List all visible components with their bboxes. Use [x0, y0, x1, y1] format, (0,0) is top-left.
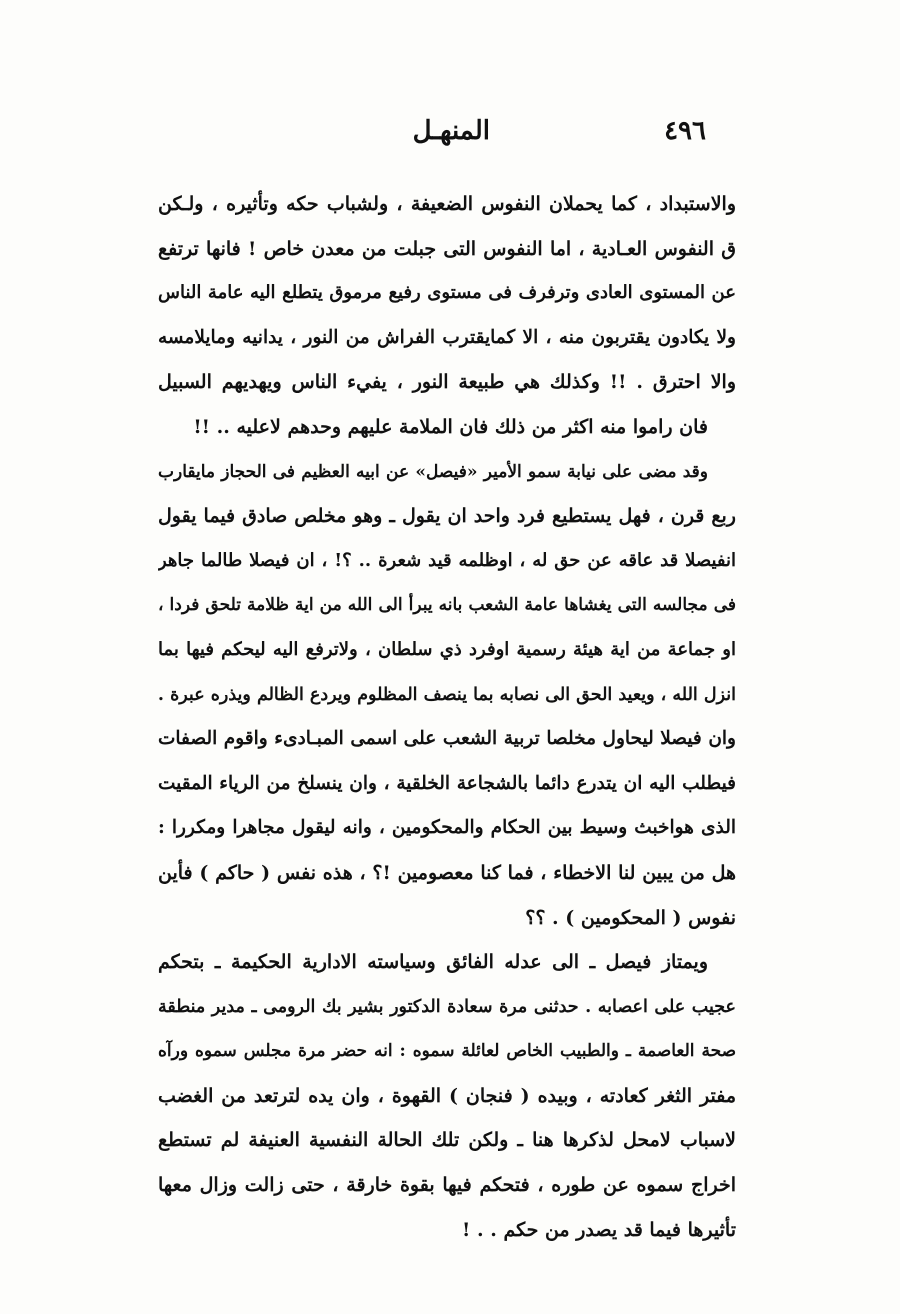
- text-line: عن المستوى العادى وترفرف فى مستوى رفيع مرموق يتطلع اليه عامة الناس: [158, 282, 736, 304]
- text-line: ولا يكادون يقتربون منه ، الا كمايقترب الفراش من النور ، يدانيه ومايلامسه: [158, 326, 736, 348]
- text-line: تأثيرها فيما قد يصدر من حكم . . !: [462, 1218, 736, 1241]
- text-line: او جماعة من اية هيئة رسمية اوفرد ذي سلطان ، ولاترفع اليه ليحكم فيها بما: [158, 638, 736, 660]
- text-line: انفيصلا قد عاقه عن حق له ، اوظلمه قيد شعرة .. ؟! ، ان فيصلا طالما جاهر: [158, 549, 736, 571]
- text-line: ربع قرن ، فهل يستطيع فرد واحد ان يقول ـ وهو مخلص صادق فيما يقول: [158, 505, 736, 528]
- text-line: ويمتاز فيصل ـ الى عدله الفائق وسياسته الادارية الحكيمة ـ بتحكم: [158, 951, 708, 974]
- text-line: لاسباب لامحل لذكرها هنا ـ ولكن تلك الحالة النفسية العنيفة لم تستطع: [158, 1129, 736, 1152]
- text-line: والاستبداد ، كما يحملان النفوس الضعيفة ، ولشباب حكه وتأثيره ، ولـكن: [158, 193, 736, 215]
- text-line: فيطلب اليه ان يتدرع دائما بالشجاعة الخلقية ، وان ينسلخ من الرياء المقيت: [158, 772, 736, 794]
- text-line: نفوس ( المحكومين ) . ؟؟: [525, 906, 736, 929]
- text-line: انزل الله ، ويعيد الحق الى نصابه بما ينصف المظلوم ويردع الظالم ويذره عبرة .: [158, 684, 736, 705]
- text-line: ق النفوس العـادية ، اما النفوس التى جبلت من معدن خاص ! فانها ترتفع: [158, 237, 736, 260]
- text-line: فان راموا منه اكثر من ذلك فان الملامة عليهم وحدهم لاعليه .. !!: [193, 415, 708, 438]
- paragraph: [158, 450, 736, 941]
- text-line: فى مجالسه التى يغشاها عامة الشعب بانه يبرأ الى الله من اية ظلامة تلحق فردا ،: [158, 595, 736, 616]
- text-line: صحة العاصمة ـ والطبيب الخاص لعائلة سموه : انه حضر مرة مجلس سموه ورآه: [158, 1041, 736, 1062]
- text-line: مفتر الثغر كعادته ، وبيده ( فنجان ) القهوة ، وان يده لترتعد من الغضب: [158, 1084, 736, 1107]
- text-line: الذى هواخبث وسيط بين الحكام والمحكومين ، وانه ليقول مجاهرا ومكررا :: [158, 817, 736, 839]
- text-line: هل من يبين لنا الاخطاء ، فما كنا معصومين !؟ ، هذه نفس ( حاكم ) فأين: [158, 861, 736, 884]
- page-number: ٤٩٦: [664, 116, 706, 146]
- paragraph: [158, 940, 736, 1252]
- text-line: والا احترق . !! وكذلك هي طبيعة النور ، يفيء الناس ويهديهم السبيل: [158, 371, 736, 394]
- body-text: [158, 182, 736, 1252]
- text-line: عجيب على اعصابه . حدثنى مرة سعادة الدكتور بشير بك الرومى ـ مدير منطقة: [158, 996, 736, 1017]
- page-header: [160, 112, 720, 156]
- text-line: اخراج سموه عن طوره ، فتحكم فيها بقوة خارقة ، حتى زالت وزال معها: [158, 1174, 736, 1197]
- running-title: المنهـل: [412, 116, 490, 146]
- paragraph: [158, 182, 736, 450]
- text-line: وقد مضى على نيابة سمو الأمير «فيصل» عن ابيه العظيم فى الحجاز مايقارب: [158, 461, 708, 482]
- text-line: وان فيصلا ليحاول مخلصا تربية الشعب على اسمى المبـادىء واقوم الصفات: [158, 728, 736, 750]
